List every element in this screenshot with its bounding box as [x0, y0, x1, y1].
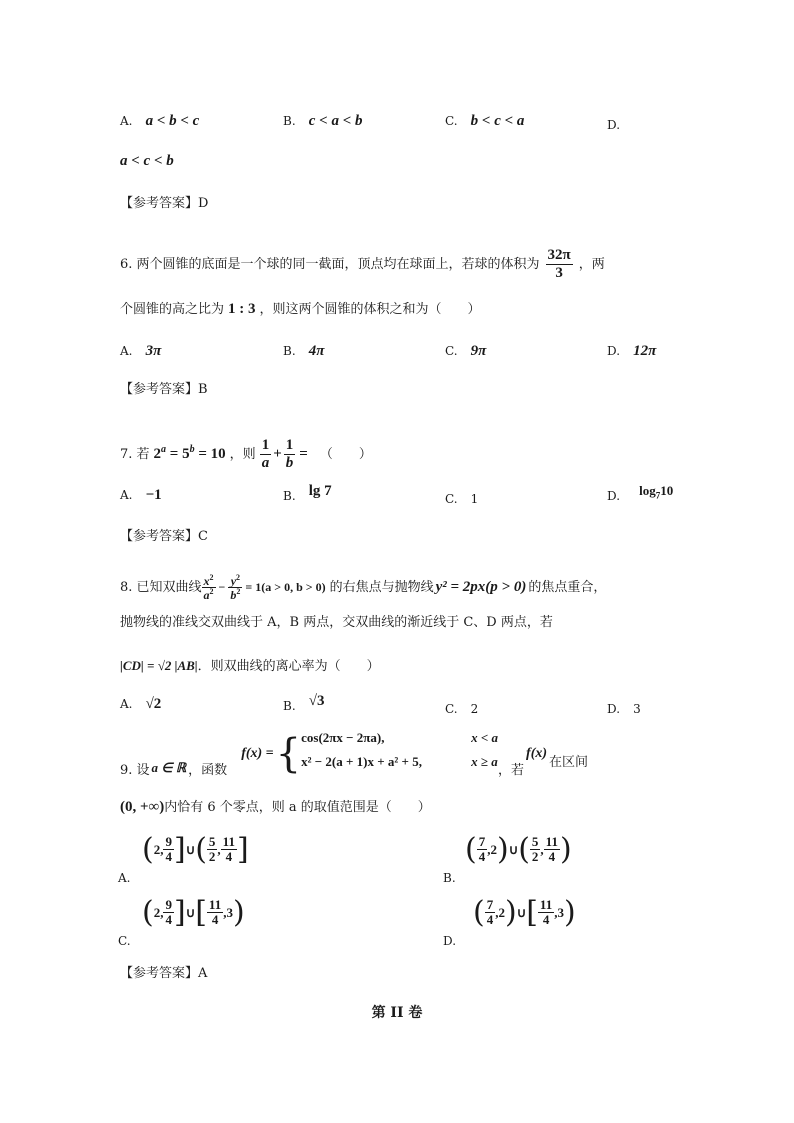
fx-label-2: f(x) — [526, 746, 548, 761]
paren: [ — [526, 895, 538, 930]
case-row-2 — [301, 754, 498, 778]
fraction — [538, 898, 554, 927]
fraction-denominator: 4 — [211, 911, 219, 927]
a-in-r: a ∈ ℝ — [151, 760, 187, 775]
paren: ] — [173, 895, 186, 930]
hyperbola-condition: = 1(a > 0, b > 0) — [245, 580, 326, 594]
fraction-one-over-a — [260, 438, 272, 471]
q7-stem — [120, 415, 372, 490]
fraction — [544, 835, 560, 864]
q9-stem-line1 — [120, 726, 588, 782]
fraction — [221, 835, 237, 864]
option-math: √3 — [308, 693, 325, 709]
fraction-numerator: $x^2$ — [203, 572, 214, 588]
option-label: A. — [118, 871, 131, 885]
case-cond: x ≥ a — [471, 754, 498, 769]
q8-option-d — [607, 698, 641, 717]
q7-option-b — [283, 480, 332, 503]
option-math: c < a < b — [308, 113, 363, 129]
q9-stem-text: 在区间 — [549, 754, 589, 770]
paren: ( — [473, 895, 485, 930]
fraction-numerator: 1 — [285, 436, 294, 453]
option-math: a < b < c — [145, 113, 200, 129]
q6-option-b — [283, 340, 324, 360]
fraction-denominator: 3 — [555, 264, 563, 281]
q8-stem-text: 8. 已知双曲线 — [120, 580, 202, 595]
fraction-denominator: 2 — [531, 848, 539, 864]
fraction-denominator: 4 — [486, 911, 494, 927]
q8-stem-text: 的焦点重合， — [528, 580, 607, 595]
q5-answer: 【参考答案】D — [120, 196, 209, 211]
q6-option-c — [445, 340, 486, 360]
fraction-numerator: 9 — [165, 834, 172, 850]
paren: ] — [173, 832, 186, 867]
fraction — [207, 898, 223, 927]
cd-ab-condition: |CD| = √2 |AB| — [120, 658, 198, 673]
paren: ( — [465, 832, 477, 867]
section-title: 第 II 卷 — [371, 1005, 423, 1021]
q5-option-b — [283, 110, 363, 130]
q9-stem-text: ，若 — [498, 762, 525, 778]
fraction-numerator: 32π — [547, 246, 571, 263]
option-label: B. — [443, 871, 456, 885]
fraction-denominator: 4 — [225, 848, 233, 864]
option-label: A. — [120, 488, 133, 502]
option-math: ( $\frac{7}{4}$ ,2 ) ∪ [ $\frac{11}{4}$ ,3 ) — [473, 895, 576, 930]
fraction-denominator: 4 — [478, 848, 486, 864]
fraction-denominator: $a^2$ — [203, 587, 214, 603]
option-label: C. — [445, 344, 458, 358]
option-label: D. — [443, 934, 457, 948]
parabola-equation: y² = 2px(p > 0) — [435, 579, 527, 595]
q9-stem-line2 — [120, 796, 431, 816]
height-ratio: 1 : 3 — [228, 301, 256, 317]
fraction — [485, 898, 496, 927]
q5-option-d-math — [120, 150, 174, 170]
paren: ( — [518, 832, 530, 867]
q6-answer: 【参考答案】B — [120, 382, 208, 397]
fraction-numerator: 7 — [486, 897, 494, 913]
q7-option-d — [607, 480, 673, 501]
fraction-numerator: 11 — [208, 897, 222, 913]
fraction-numerator: 7 — [478, 834, 486, 850]
fraction-y2-b2 — [228, 574, 242, 603]
fraction-numerator: 11 — [539, 897, 553, 913]
q8-stem-line3 — [120, 655, 380, 674]
q8-stem-text: 的右焦点与抛物线 — [329, 580, 434, 595]
paren: ) — [504, 895, 517, 930]
fraction-denominator: 2 — [208, 848, 216, 864]
fraction — [477, 835, 488, 864]
option-label: A. — [120, 344, 133, 358]
option-label: B. — [283, 344, 296, 358]
option-label: D. — [607, 702, 621, 716]
q7-stem-text: 7. 若 — [120, 447, 150, 462]
q7-option-c — [445, 488, 478, 507]
q6-option-a — [120, 340, 161, 360]
case-row-1 — [301, 730, 498, 754]
paren: ( — [195, 832, 207, 867]
plus-sign: + — [273, 446, 282, 462]
fx-label: f(x) = — [241, 746, 274, 761]
q9-stem-text: 内恰有 6 个零点，则 a 的取值范围是（ ） — [164, 800, 431, 815]
piecewise-cases — [301, 730, 498, 778]
fraction-denominator: b — [285, 454, 294, 471]
case-cond: x < a — [471, 730, 499, 745]
q6-stem-text: 个圆锥的高之比为 — [120, 302, 225, 317]
fraction-numerator: 5 — [208, 834, 216, 850]
q9-option-a — [118, 832, 249, 886]
interval-zero-inf: (0, +∞) — [120, 799, 165, 815]
fraction-numerator: 5 — [531, 834, 539, 850]
option-math: b < c < a — [470, 113, 525, 129]
case-expr: x² − 2(a + 1)x + a² + 5, — [301, 754, 422, 769]
fraction — [163, 898, 174, 927]
q9-stem-text: ，函数 — [188, 762, 228, 778]
q7-answer: 【参考答案】C — [120, 529, 208, 544]
q8-stem-text: ．则双曲线的离心率为（ ） — [197, 659, 380, 674]
fraction-denominator: 4 — [165, 911, 172, 927]
fraction — [207, 835, 218, 864]
option-math: −1 — [145, 487, 162, 503]
case-expr: cos(2πx − 2πa), — [301, 730, 385, 745]
q7-stem-text: （ ） — [319, 447, 372, 462]
option-label: B. — [283, 699, 296, 713]
paren: ) — [563, 895, 576, 930]
q8-stem-line1 — [120, 556, 606, 619]
fraction-numerator: $y^2$ — [228, 574, 242, 589]
option-label: C. — [445, 492, 458, 506]
sphere-volume-fraction — [546, 248, 573, 281]
option-label: D. — [607, 344, 621, 358]
fraction-x2-a2 — [202, 574, 216, 603]
option-label: A. — [120, 114, 133, 128]
q7-option-a — [120, 484, 162, 504]
q9-option-b — [443, 832, 572, 886]
q9-answer: 【参考答案】A — [120, 966, 208, 981]
paren: [ — [195, 895, 207, 930]
option-math: ( 2, $\frac{9}{4}$ ] ∪ ( $\frac{5}{2}$ , $\frac{11}{4}$ ] — [142, 832, 249, 867]
q9-option-c — [118, 895, 245, 949]
paren: ( — [142, 895, 154, 930]
q5-option-a — [120, 110, 199, 130]
option-math: $\log_710$ — [639, 483, 674, 501]
option-math: 4π — [308, 343, 325, 359]
option-math: √2 — [145, 696, 162, 712]
fraction-denominator: $b^2$ — [230, 587, 241, 603]
q8-option-b — [283, 690, 325, 713]
option-label: A. — [120, 697, 133, 711]
paren: ) — [232, 895, 245, 930]
fraction-numerator: 11 — [222, 834, 235, 850]
fraction-denominator: 4 — [548, 848, 556, 864]
q7-stem-text: ，则 — [229, 447, 256, 462]
option-label: C. — [445, 702, 458, 716]
option-math: 12π — [633, 343, 657, 359]
q6-stem-text: 6. 两个圆锥的底面是一个球的同一截面，顶点均在球面上，若球的体积为 — [120, 257, 540, 272]
paren: ( — [142, 832, 154, 867]
q9-stem-text: 9. 设 — [120, 762, 150, 778]
option-math: 3π — [145, 343, 162, 359]
q5-option-c — [445, 110, 524, 130]
fraction-numerator: 9 — [165, 897, 172, 913]
option-math: ( 2, $\frac{9}{4}$ ] ∪ [ $\frac{11}{4}$ ,3 ) — [142, 895, 245, 930]
q8-stem-line2: 抛物线的准线交双曲线于 A，B 两点，交双曲线的渐近线于 C、D 两点，若 — [120, 615, 553, 630]
equals-sign: = — [299, 446, 308, 462]
hyperbola-equation: $\frac{x^2}{a^2}$ − $\frac{y^2}{b^2}$ = 1(a > 0, b > 0) — [203, 572, 326, 603]
paren: ) — [559, 832, 572, 867]
option-label: C. — [445, 114, 458, 128]
fraction-denominator: 4 — [542, 911, 550, 927]
piecewise-brace: { — [275, 731, 302, 777]
q5-option-d-label — [607, 114, 620, 133]
fraction-denominator: a — [261, 454, 270, 471]
q6-stem-text-end: ，两 — [578, 257, 605, 272]
option-text: 2 — [470, 702, 479, 716]
fraction — [163, 835, 174, 864]
paren: ] — [236, 832, 249, 867]
fraction-numerator: 1 — [261, 436, 270, 453]
q7-equation: $2^a = 5^b = 10$ — [153, 444, 226, 462]
option-math: lg 7 — [308, 483, 332, 499]
q9-option-d — [443, 895, 576, 949]
paren: ) — [496, 832, 509, 867]
q6-stem-line1 — [120, 232, 605, 298]
q6-option-d — [607, 340, 656, 360]
fraction — [530, 835, 541, 864]
fraction-one-over-b — [284, 438, 296, 471]
option-math: ( $\frac{7}{4}$ ,2 ) ∪ ( $\frac{5}{2}$ , $\frac{11}{4}$ ) — [465, 832, 572, 867]
option-text: 1 — [470, 492, 479, 506]
option-label: B. — [283, 114, 296, 128]
option-label: C. — [118, 934, 131, 948]
q8-option-a — [120, 693, 161, 713]
option-label: D. — [607, 489, 621, 503]
q6-stem-line2 — [120, 298, 481, 318]
fraction-numerator: 11 — [545, 834, 558, 850]
option-math: a < c < b — [120, 153, 174, 169]
fraction-denominator: 4 — [165, 848, 172, 864]
q8-option-c — [445, 698, 478, 717]
option-label: B. — [283, 489, 296, 503]
option-math: 9π — [470, 343, 487, 359]
option-text: 3 — [633, 702, 641, 716]
q6-stem-text: ，则这两个圆锥的体积之和为（ ） — [259, 302, 481, 317]
option-label: D. — [607, 118, 621, 132]
